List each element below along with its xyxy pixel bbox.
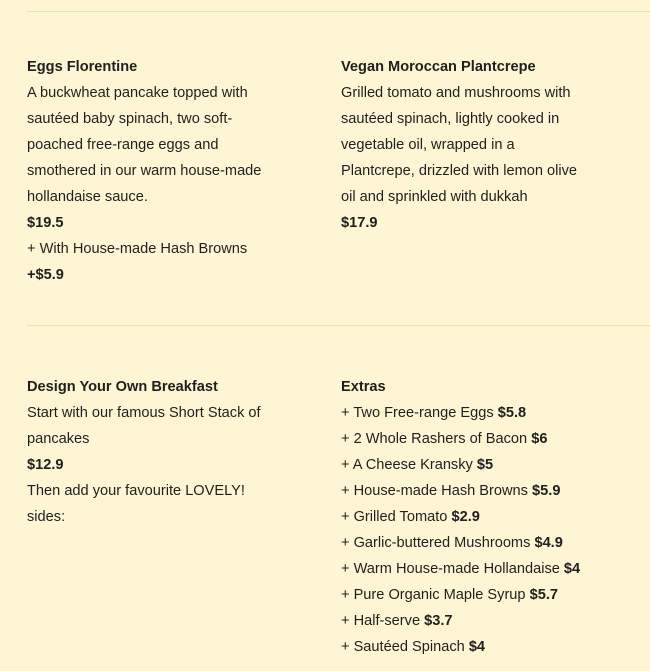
extras-item [341, 608, 631, 634]
extras-item-label: + A Cheese Kransky [341, 457, 473, 473]
item-note-line: sides: [27, 509, 66, 525]
item-description-line: pancakes [27, 431, 90, 447]
item-addon-label: + With House-made Hash Browns [27, 241, 248, 257]
extras-item [341, 634, 631, 660]
item-description-line: oil and sprinkled with dukkah [341, 189, 528, 205]
extras-item [341, 582, 631, 608]
extras-item [341, 400, 631, 426]
item-note-line: Then add your favourite LOVELY! [27, 483, 245, 499]
extras-item-price: $4 [468, 639, 486, 655]
extras-item [341, 530, 631, 556]
extras-item-label: + Garlic-buttered Mushrooms [341, 535, 531, 551]
item-title: Vegan Moroccan Plantcrepe [341, 59, 536, 75]
item-description-line: sautéed spinach, lightly cooked in [341, 111, 560, 127]
item-addon-price: +$5.9 [27, 267, 64, 283]
item-description-line: poached free-range eggs and [27, 137, 219, 153]
item-price: $19.5 [27, 215, 64, 231]
menu-item-vegan-plantcrepe [341, 54, 631, 236]
extras-item-label: + Grilled Tomato [341, 509, 448, 525]
extras-item-price: $5 [476, 457, 494, 473]
extras-item [341, 452, 631, 478]
section-divider-top [27, 11, 650, 12]
extras-item [341, 426, 631, 452]
item-title: Eggs Florentine [27, 59, 138, 75]
extras-item-price: $4.9 [534, 535, 563, 551]
extras-item-price: $5.8 [497, 405, 527, 421]
item-description-line: Start with our famous Short Stack of [27, 405, 261, 421]
section-divider-middle [27, 325, 650, 326]
item-description-line: vegetable oil, wrapped in a [341, 137, 515, 153]
extras-item [341, 556, 631, 582]
extras-item-price: $3.7 [424, 613, 453, 629]
item-description-line: smothered in our warm house-made [27, 163, 262, 179]
extras-title: Extras [341, 379, 386, 395]
item-title: Design Your Own Breakfast [27, 379, 218, 395]
item-description-line: Plantcrepe, drizzled with lemon olive [341, 163, 578, 179]
extras-item-label: + Two Free-range Eggs [341, 405, 494, 421]
menu-item-eggs-florentine [27, 54, 317, 288]
extras-item-price: $5.9 [532, 483, 561, 499]
item-description-line: A buckwheat pancake topped with [27, 85, 248, 101]
extras-item-price: $2.9 [451, 509, 480, 525]
extras-item [341, 504, 631, 530]
item-price: $12.9 [27, 457, 64, 473]
menu-extras-list [341, 374, 631, 660]
menu-item-design-breakfast [27, 374, 317, 530]
extras-item-price: $6 [531, 431, 548, 447]
item-description-line: Grilled tomato and mushrooms with [341, 85, 571, 101]
extras-item-label: + Half-serve [341, 613, 421, 629]
extras-item-label: + Sautéed Spinach [341, 639, 465, 655]
item-description-line: hollandaise sauce. [27, 189, 148, 205]
extras-item-price: $4 [563, 561, 581, 577]
item-price: $17.9 [341, 215, 378, 231]
extras-item-label: + Pure Organic Maple Syrup [341, 587, 526, 603]
extras-item [341, 478, 631, 504]
extras-item-label: + Warm House-made Hollandaise [341, 561, 564, 577]
extras-item-label: + 2 Whole Rashers of Bacon [341, 431, 528, 447]
extras-item-price: $5.7 [529, 587, 559, 603]
item-description-line: sautéed baby spinach, two soft- [27, 111, 233, 127]
extras-item-label: + House-made Hash Browns [341, 483, 528, 499]
